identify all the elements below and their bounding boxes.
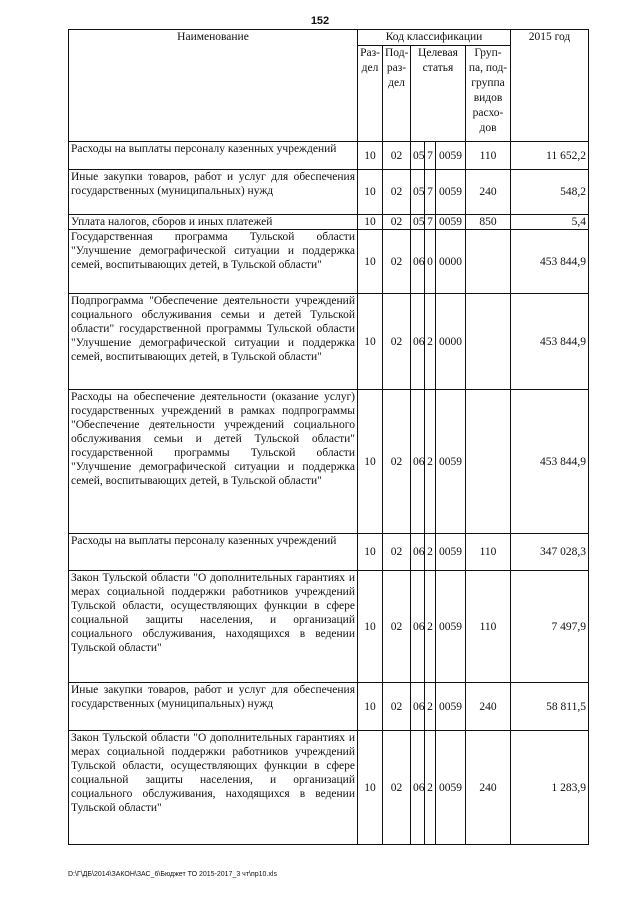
row-group: 850 — [466, 215, 511, 230]
row-target-program: 06 — [411, 683, 425, 731]
row-target-subprogram: 7 — [425, 142, 436, 170]
table-row — [69, 683, 589, 731]
row-subsection: 02 — [383, 683, 411, 731]
row-target-program: 06 — [411, 571, 425, 683]
row-sum: 7 497,9 — [511, 571, 589, 683]
row-target-subprogram: 2 — [425, 571, 436, 683]
row-target-program: 05 — [411, 170, 425, 215]
table-row — [69, 731, 589, 845]
row-sum: 347 028,3 — [511, 534, 589, 571]
row-target-program: 06 — [411, 230, 425, 294]
row-group — [466, 230, 511, 294]
row-target-program: 06 — [411, 534, 425, 571]
row-section: 10 — [358, 390, 383, 534]
row-section: 10 — [358, 142, 383, 170]
row-subsection: 02 — [383, 215, 411, 230]
row-target-program: 05 — [411, 215, 425, 230]
table-row — [69, 571, 589, 683]
row-sum: 548,2 — [511, 170, 589, 215]
row-group: 240 — [466, 170, 511, 215]
row-target-subprogram: 2 — [425, 683, 436, 731]
row-target-direction: 0000 — [436, 230, 466, 294]
row-target-direction: 0000 — [436, 294, 466, 390]
row-sum: 11 652,2 — [511, 142, 589, 170]
table-row — [69, 142, 589, 170]
row-target-subprogram: 2 — [425, 294, 436, 390]
row-target-direction: 0059 — [436, 683, 466, 731]
row-sum: 453 844,9 — [511, 390, 589, 534]
row-name: Иные закупки товаров, работ и услуг для обеспечения государственных (муниципальных) нужд — [69, 170, 358, 215]
header-year: 2015 год — [511, 30, 589, 142]
row-target-direction: 0059 — [436, 571, 466, 683]
row-subsection: 02 — [383, 534, 411, 571]
row-target-direction: 0059 — [436, 142, 466, 170]
row-subsection: 02 — [383, 170, 411, 215]
row-subsection: 02 — [383, 230, 411, 294]
row-target-subprogram: 2 — [425, 390, 436, 534]
table-row — [69, 534, 589, 571]
row-target-direction: 0059 — [436, 170, 466, 215]
header-code: Код классификации — [358, 30, 511, 46]
row-sum: 453 844,9 — [511, 294, 589, 390]
budget-table — [68, 29, 589, 845]
header-name: Наименование — [69, 30, 358, 142]
row-name: Закон Тульской области "О дополнительных гарантиях и мерах социальной поддержки работников учреждений Тульской области, осуществляющих функции в сфере социальной защиты населения, и организаций социального обслуживания, находящихся в ведении Тульской области" — [69, 571, 358, 683]
row-group — [466, 294, 511, 390]
row-group: 110 — [466, 534, 511, 571]
row-target-direction: 0059 — [436, 534, 466, 571]
row-name: Расходы на выплаты персоналу казенных учреждений — [69, 534, 358, 571]
row-target-direction: 0059 — [436, 390, 466, 534]
row-subsection: 02 — [383, 294, 411, 390]
row-section: 10 — [358, 534, 383, 571]
row-target-subprogram: 7 — [425, 170, 436, 215]
row-group — [466, 390, 511, 534]
table-row — [69, 294, 589, 390]
page-number: 152 — [310, 15, 330, 27]
row-name: Иные закупки товаров, работ и услуг для обеспечения государственных (муниципальных) нужд — [69, 683, 358, 731]
row-subsection: 02 — [383, 731, 411, 845]
header-group: Груп- па, под- группа видов расхо- дов — [466, 46, 511, 142]
header-section: Раз- дел — [358, 46, 383, 142]
row-target-subprogram: 7 — [425, 215, 436, 230]
row-name: Расходы на обеспечение деятельности (оказание услуг) государственных учреждений в рамках подпрограммы "Обеспечение деятельности учреждений социального обслуживания семьи и детей Тульской области" государственной программы Тульской области "Улучшение демографической ситуации и поддержка семей, воспитывающих детей, в Тульской области" — [69, 390, 358, 534]
row-target-program: 06 — [411, 731, 425, 845]
table-row — [69, 390, 589, 534]
row-section: 10 — [358, 170, 383, 215]
row-sum: 453 844,9 — [511, 230, 589, 294]
row-name: Закон Тульской области "О дополнительных гарантиях и мерах социальной поддержки работников учреждений Тульской области, осуществляющих функции в сфере социальной защиты населения, и организаций социального обслуживания, находящихся в ведении Тульской области" — [69, 731, 358, 845]
row-name: Государственная программа Тульской области "Улучшение демографической ситуации и поддержка семей, воспитывающих детей, в Тульской области" — [69, 230, 358, 294]
row-section: 10 — [358, 731, 383, 845]
row-subsection: 02 — [383, 142, 411, 170]
row-sum: 5,4 — [511, 215, 589, 230]
row-subsection: 02 — [383, 390, 411, 534]
table-row — [69, 230, 589, 294]
row-sum: 58 811,5 — [511, 683, 589, 731]
row-target-subprogram: 2 — [425, 534, 436, 571]
table-row — [69, 170, 589, 215]
row-section: 10 — [358, 230, 383, 294]
row-section: 10 — [358, 571, 383, 683]
row-name: Расходы на выплаты персоналу казенных учреждений — [69, 142, 358, 170]
row-section: 10 — [358, 294, 383, 390]
table-row — [69, 215, 589, 230]
header-target: Целевая статья — [411, 46, 466, 142]
row-group: 240 — [466, 731, 511, 845]
row-target-program: 06 — [411, 294, 425, 390]
file-path-footer: D:\Г\ДБ\2014\ЗАКОН\ЗАС_6\Бюджет ТО 2015-2017_3 чт\пр10.xls — [68, 871, 277, 878]
row-subsection: 02 — [383, 571, 411, 683]
row-section: 10 — [358, 683, 383, 731]
row-target-program: 05 — [411, 142, 425, 170]
row-target-subprogram: 2 — [425, 731, 436, 845]
row-name: Уплата налогов, сборов и иных платежей — [69, 215, 358, 230]
row-target-direction: 0059 — [436, 731, 466, 845]
row-group: 240 — [466, 683, 511, 731]
row-section: 10 — [358, 215, 383, 230]
row-group: 110 — [466, 571, 511, 683]
row-sum: 1 283,9 — [511, 731, 589, 845]
row-target-subprogram: 0 — [425, 230, 436, 294]
row-group: 110 — [466, 142, 511, 170]
row-name: Подпрограмма "Обеспечение деятельности учреждений социального обслуживания семьи и детей Тульской области" государственной программы Тульской области "Улучшение демографической ситуации и поддержка семей, воспитывающих детей, в Тульской области" — [69, 294, 358, 390]
row-target-program: 06 — [411, 390, 425, 534]
row-target-direction: 0059 — [436, 215, 466, 230]
header-subsection: Под- раз- дел — [383, 46, 411, 142]
